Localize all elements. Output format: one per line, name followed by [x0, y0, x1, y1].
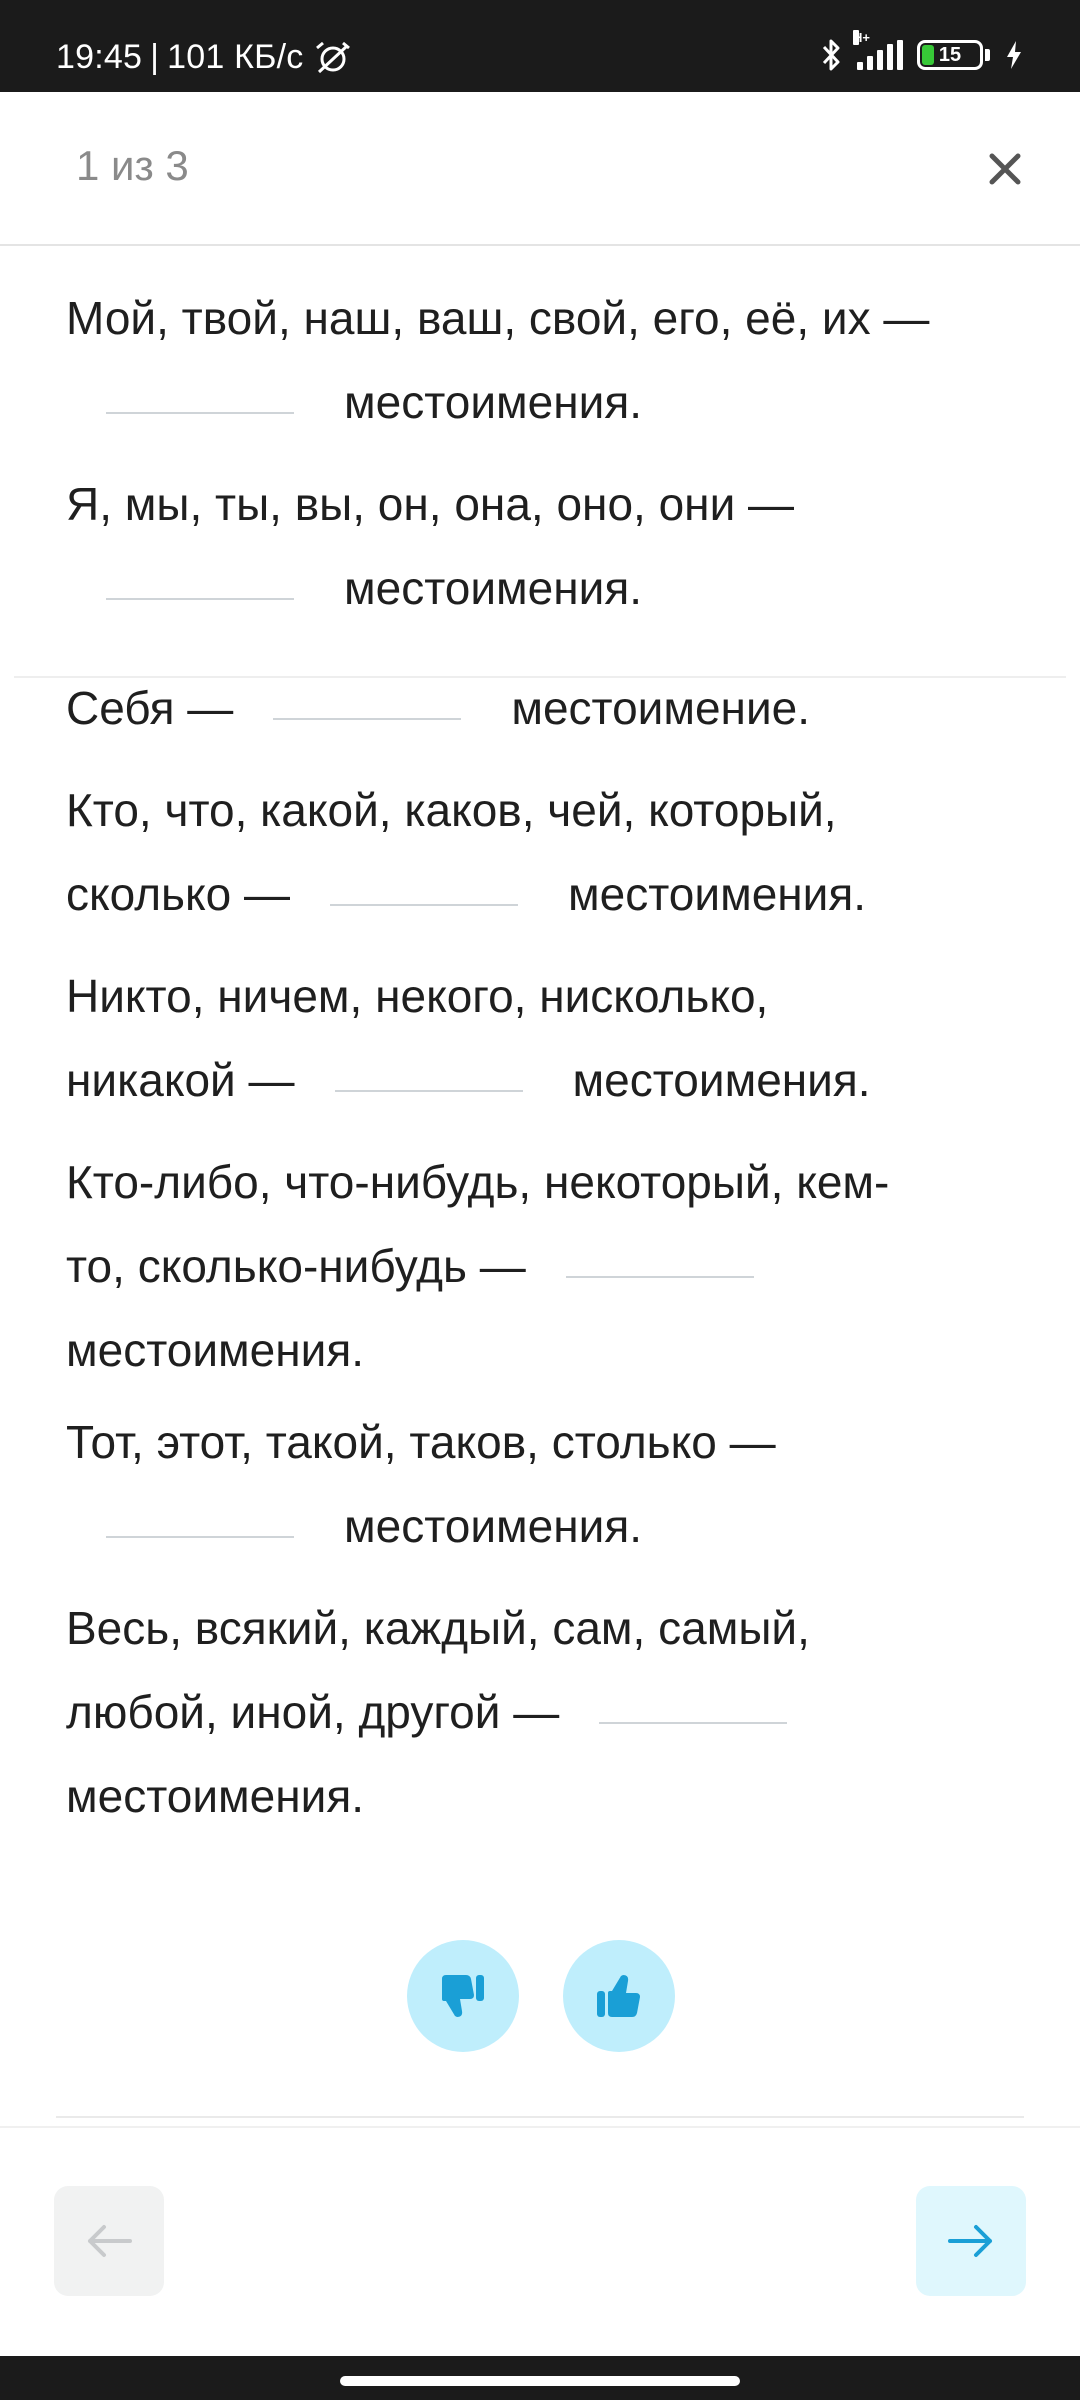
- status-time: 19:45: [56, 38, 143, 76]
- question-text: Кто, что, какой, каков, чей, который,: [66, 784, 837, 836]
- thumbs-down-icon: [436, 1969, 490, 2023]
- answer-blank[interactable]: [106, 1534, 294, 1538]
- question-5: [66, 954, 1016, 1122]
- question-3: [66, 666, 1016, 750]
- battery-icon: [917, 40, 983, 70]
- status-left: [56, 38, 355, 77]
- question-text: Я, мы, ты, вы, он, она, оно, они —: [66, 478, 795, 530]
- status-separator: |: [150, 38, 160, 76]
- question-text: Мой, твой, наш, ваш, свой, его, её, их —: [66, 292, 930, 344]
- status-bar: [0, 0, 1080, 92]
- question-text: Весь, всякий, каждый, сам, самый,: [66, 1602, 810, 1654]
- question-2: [66, 462, 1016, 630]
- question-text: Кто-либо, что-нибудь, некоторый, кем-: [66, 1156, 890, 1208]
- answer-blank[interactable]: [566, 1274, 754, 1278]
- battery-tip: [985, 49, 990, 61]
- question-text: Себя —: [66, 682, 234, 734]
- next-button[interactable]: [916, 2186, 1026, 2296]
- question-text-2: сколько —: [66, 868, 291, 920]
- question-4: [66, 768, 1016, 936]
- question-text-2: то, сколько-нибудь —: [66, 1240, 526, 1292]
- question-6: [66, 1140, 1016, 1392]
- close-icon[interactable]: [980, 144, 1030, 194]
- question-1: [66, 276, 1016, 444]
- status-speed: 101 КБ/с: [167, 38, 304, 76]
- answer-blank[interactable]: [106, 596, 294, 600]
- bluetooth-icon: [821, 38, 843, 72]
- question-suffix: местоимения.: [568, 868, 867, 920]
- question-counter: 1 из 3: [76, 142, 189, 189]
- arrow-right-icon: [946, 2223, 996, 2259]
- answer-blank[interactable]: [273, 716, 461, 720]
- alarm-off-icon: [311, 40, 355, 76]
- status-right: [821, 30, 1024, 72]
- previous-button[interactable]: [54, 2186, 164, 2296]
- question-text-2: никакой —: [66, 1054, 295, 1106]
- question-suffix: местоимения.: [344, 376, 643, 428]
- quiz-header: [0, 92, 1080, 246]
- question-7: [66, 1400, 1016, 1568]
- question-text: Никто, ничем, некого, нисколько,: [66, 970, 769, 1022]
- question-text-2: любой, иной, другой —: [66, 1686, 560, 1738]
- question-suffix: местоимение.: [511, 682, 811, 734]
- answer-blank[interactable]: [599, 1720, 787, 1724]
- home-indicator[interactable]: [340, 2376, 740, 2386]
- question-suffix: местоимения.: [572, 1054, 871, 1106]
- footer-divider: [0, 2126, 1080, 2128]
- feedback-bar: [0, 1940, 1080, 2052]
- like-button[interactable]: [563, 1940, 675, 2052]
- answer-blank[interactable]: [330, 902, 518, 906]
- charging-icon: [1004, 40, 1024, 70]
- network-type: H+: [853, 30, 870, 45]
- question-text: Тот, этот, такой, таков, столько —: [66, 1416, 776, 1468]
- answer-blank[interactable]: [106, 410, 294, 414]
- answer-blank[interactable]: [335, 1088, 523, 1092]
- signal-icon: [853, 30, 903, 70]
- dislike-button[interactable]: [407, 1940, 519, 2052]
- navigation-gesture-area: [0, 2356, 1080, 2400]
- arrow-left-icon: [84, 2223, 134, 2259]
- question-suffix: местоимения.: [344, 1500, 643, 1552]
- thumbs-up-icon: [592, 1969, 646, 2023]
- question-8: [66, 1586, 1016, 1838]
- question-suffix: местоимения.: [344, 562, 643, 614]
- battery-level: 15: [938, 43, 962, 66]
- question-suffix: местоимения.: [66, 1770, 365, 1822]
- question-suffix: местоимения.: [66, 1324, 365, 1376]
- content-divider: [56, 2116, 1024, 2118]
